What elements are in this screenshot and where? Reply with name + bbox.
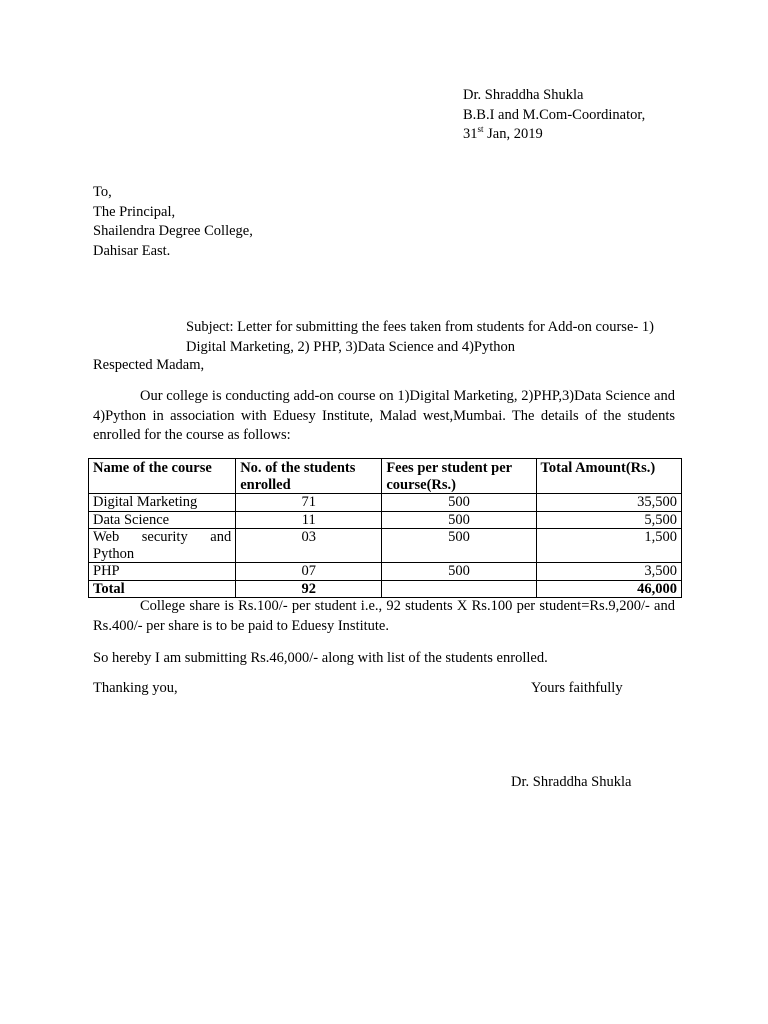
sender-designation: B.B.I and M.Com-Coordinator, xyxy=(463,106,646,123)
header-course: Name of the course xyxy=(89,459,236,494)
table-total-row xyxy=(89,580,682,598)
recipient-block xyxy=(93,183,253,261)
cell-course-line2: Python xyxy=(93,545,135,562)
fees-table xyxy=(88,458,682,598)
cell-fee: 500 xyxy=(382,529,536,563)
date-rest: Jan, 2019 xyxy=(483,126,543,142)
cell-students: 11 xyxy=(236,511,382,529)
total-students: 92 xyxy=(236,580,382,598)
table-row xyxy=(89,563,682,581)
recipient-title: The Principal, xyxy=(93,203,176,220)
table-row xyxy=(89,494,682,512)
cell-course xyxy=(89,529,236,563)
date-day: 31 xyxy=(463,126,478,142)
cell-total: 1,500 xyxy=(536,529,681,563)
cell-students: 07 xyxy=(236,563,382,581)
table-header-row xyxy=(89,459,682,494)
yours-faithfully: Yours faithfully xyxy=(531,680,623,696)
thanking-line: Thanking you, xyxy=(93,680,178,696)
recipient-to: To, xyxy=(93,184,112,200)
recipient-institution: Shailendra Degree College, xyxy=(93,223,253,239)
cell-course-line1: Web security and xyxy=(93,529,232,545)
signature-name: Dr. Shraddha Shukla xyxy=(511,774,632,790)
cell-total: 5,500 xyxy=(536,511,681,529)
cell-course: Digital Marketing xyxy=(89,494,236,512)
submitting-line: So hereby I am submitting Rs.46,000/- along with list of the students enrolled. xyxy=(93,650,548,666)
share-paragraph: College share is Rs.100/- per student i.e., 92 students X Rs.100 per student=Rs.9,200/- and Rs.400/- per share is to be paid to Eduesy Institute. xyxy=(93,598,675,634)
cell-course: PHP xyxy=(89,563,236,581)
cell-fee: 500 xyxy=(382,563,536,581)
cell-course: Data Science xyxy=(89,511,236,529)
total-amount: 46,000 xyxy=(536,580,681,598)
intro-paragraph: Our college is conducting add-on course on 1)Digital Marketing, 2)PHP,3)Data Science and 4)Python in association with Eduesy Institute, Malad west,Mumbai. The details of the students enrolled for the course as follows: xyxy=(93,388,675,443)
recipient-location: Dahisar East. xyxy=(93,242,171,259)
header-total: Total Amount(Rs.) xyxy=(536,459,681,494)
letter-date xyxy=(463,125,645,145)
total-label: Total xyxy=(89,580,236,598)
subject-line: Subject: Letter for submitting the fees taken from students for Add-on course- 1) Digital Marketing, 2) PHP, 3)Data Science and 4)Python xyxy=(186,319,654,355)
total-fee xyxy=(382,580,536,598)
cell-total: 35,500 xyxy=(536,494,681,512)
date-suffix: st xyxy=(477,124,484,135)
cell-students: 71 xyxy=(236,494,382,512)
table-row xyxy=(89,529,682,563)
cell-fee: 500 xyxy=(382,511,536,529)
salutation: Respected Madam, xyxy=(93,357,205,373)
header-fee: Fees per student per course(Rs.) xyxy=(382,459,536,494)
cell-fee: 500 xyxy=(382,494,536,512)
sender-name: Dr. Shraddha Shukla xyxy=(463,87,584,103)
cell-students: 03 xyxy=(236,529,382,563)
cell-total: 3,500 xyxy=(536,563,681,581)
table-row xyxy=(89,511,682,529)
header-students: No. of the students enrolled xyxy=(236,459,382,494)
sender-block xyxy=(463,86,645,145)
